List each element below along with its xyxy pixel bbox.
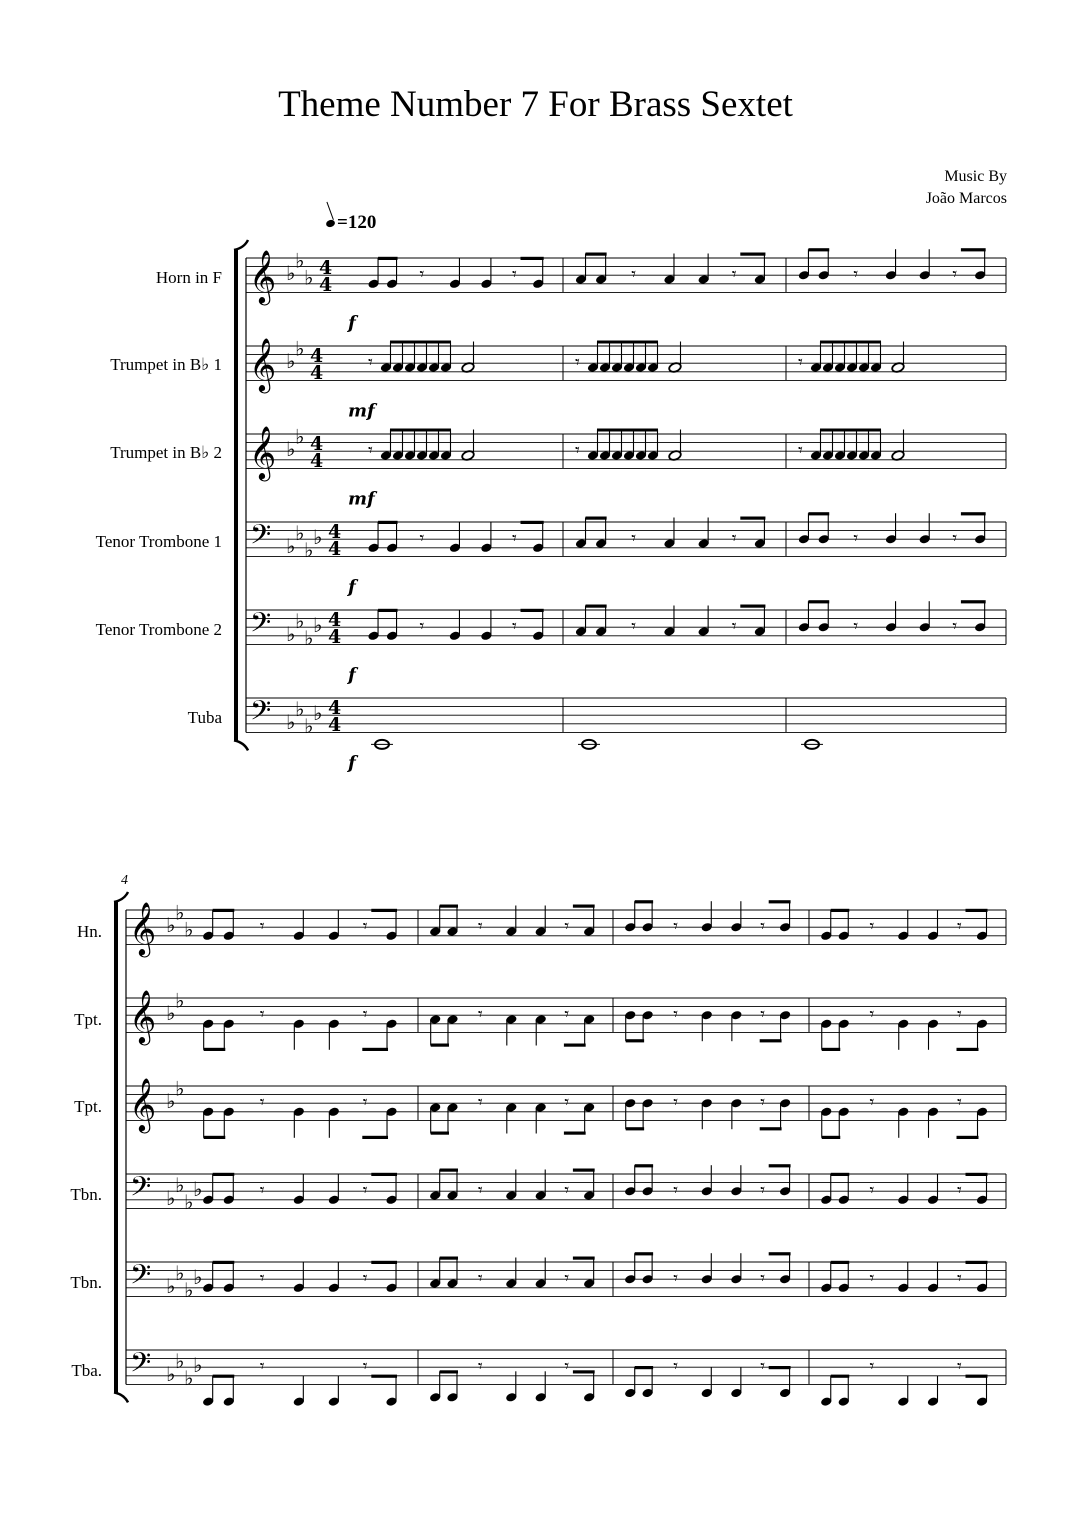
flat-icon: ♭	[193, 1177, 203, 1202]
eighth-rest-icon: 𝄾	[798, 440, 803, 461]
instrument-abbrev: Tbn.	[70, 1185, 102, 1204]
flat-icon: ♭	[166, 1089, 176, 1114]
time-signature-denominator: 4	[310, 450, 324, 472]
eighth-rest-icon: 𝄾	[368, 352, 373, 373]
note-beam	[586, 253, 607, 256]
flat-icon: ♭	[166, 1001, 176, 1026]
eighth-rest-icon: 𝄾	[564, 916, 570, 937]
eighth-rest-icon: 𝄾	[362, 1180, 368, 1201]
eighth-rest-icon: 𝄾	[952, 264, 958, 285]
note-beam	[635, 1252, 653, 1255]
note-beam	[586, 517, 607, 520]
eighth-rest-icon: 𝄾	[512, 528, 517, 549]
note-beam	[966, 1375, 988, 1378]
instrument-name: Tenor Trombone 2	[95, 620, 222, 639]
flat-icon: ♭	[295, 424, 305, 449]
eighth-rest-icon: 𝄾	[575, 440, 580, 461]
note-beam	[961, 600, 986, 603]
eighth-rest-icon: 𝄾	[564, 1356, 570, 1377]
note-beam	[440, 905, 458, 908]
flat-icon: ♭	[304, 626, 314, 651]
treble-clef-icon: 𝄞	[129, 901, 157, 955]
time-signature-denominator: 4	[310, 362, 324, 384]
flat-icon: ♭	[175, 900, 185, 925]
flat-icon: ♭	[295, 520, 305, 545]
eighth-rest-icon: 𝄾	[673, 1180, 678, 1201]
time-signature-denominator: 4	[328, 626, 342, 648]
eighth-rest-icon: 𝄾	[760, 1092, 765, 1113]
eighth-rest-icon: 𝄾	[362, 1092, 368, 1113]
instrument-name: Trumpet in B♭ 2	[110, 443, 222, 462]
dynamic-marking: mf	[348, 488, 375, 510]
note-beam	[808, 248, 829, 251]
note-beam	[831, 1261, 850, 1264]
eighth-rest-icon: 𝄾	[853, 528, 859, 549]
note-beam	[213, 1261, 235, 1264]
bracket-top-hook	[114, 892, 128, 902]
note-beam	[961, 248, 986, 251]
eighth-rest-icon: 𝄾	[259, 916, 265, 937]
eighth-rest-icon: 𝄾	[575, 352, 580, 373]
flat-icon: ♭	[313, 701, 323, 726]
flat-icon: ♭	[295, 696, 305, 721]
note-beam	[769, 1366, 791, 1369]
note-beam	[378, 609, 398, 612]
eighth-rest-icon: 𝄾	[869, 1356, 875, 1377]
eighth-rest-icon: 𝄾	[731, 264, 737, 285]
eighth-rest-icon: 𝄾	[798, 352, 803, 373]
note-beam	[822, 1136, 841, 1139]
note-beam	[378, 521, 398, 524]
note-beam	[966, 1173, 988, 1176]
dynamic-marking: f	[348, 752, 356, 774]
eighth-rest-icon: 𝄾	[869, 1268, 875, 1289]
note-beam	[213, 1173, 235, 1176]
note-beam	[521, 609, 544, 612]
note-beam	[760, 1127, 782, 1130]
note-beam	[597, 429, 658, 432]
flat-icon: ♭	[286, 709, 296, 734]
note-beam	[966, 1261, 988, 1264]
bracket-bottom-hook	[234, 740, 248, 750]
eighth-rest-icon: 𝄾	[362, 1268, 368, 1289]
eighth-rest-icon: 𝄾	[760, 916, 765, 937]
note-beam	[390, 341, 451, 344]
eighth-rest-icon: 𝄾	[957, 916, 962, 937]
eighth-rest-icon: 𝄾	[760, 1268, 765, 1289]
bass-clef-icon: 𝄢	[250, 606, 272, 645]
note-beam	[769, 1164, 791, 1167]
note-beam	[820, 429, 881, 432]
time-signature-numerator: 4	[319, 257, 333, 279]
flat-icon: ♭	[193, 1265, 203, 1290]
tempo-value: =120	[337, 212, 377, 233]
note-beam	[440, 1169, 458, 1172]
note-beam	[564, 1044, 586, 1047]
note-beam	[635, 1164, 653, 1167]
flat-icon: ♭	[286, 437, 296, 462]
note-beam	[371, 1261, 397, 1264]
dynamic-marking: f	[348, 664, 356, 686]
flat-icon: ♭	[175, 1348, 185, 1373]
treble-clef-icon: 𝄞	[249, 249, 277, 303]
eighth-rest-icon: 𝄾	[419, 264, 425, 285]
note-beam	[820, 341, 881, 344]
instrument-name: Tenor Trombone 1	[95, 532, 222, 551]
time-signature-numerator: 4	[328, 697, 342, 719]
eighth-rest-icon: 𝄾	[564, 1004, 570, 1025]
instrument-abbrev: Tpt.	[74, 1097, 102, 1116]
dynamic-marking: mf	[348, 400, 375, 422]
eighth-rest-icon: 𝄾	[564, 1180, 570, 1201]
flat-icon: ♭	[184, 1366, 194, 1391]
bass-clef-icon: 𝄢	[250, 694, 272, 733]
eighth-rest-icon: 𝄾	[477, 1356, 483, 1377]
eighth-rest-icon: 𝄾	[259, 1004, 265, 1025]
instrument-abbrev: Tpt.	[74, 1010, 102, 1029]
eighth-rest-icon: 𝄾	[853, 264, 859, 285]
flat-icon: ♭	[286, 261, 296, 286]
treble-clef-icon: 𝄞	[249, 337, 277, 391]
note-beam	[362, 1136, 388, 1139]
dynamic-marking: f	[348, 576, 356, 598]
note-beam	[573, 1169, 595, 1172]
time-signature-numerator: 4	[328, 609, 342, 631]
note-beam	[573, 905, 595, 908]
eighth-rest-icon: 𝄾	[259, 1092, 265, 1113]
bass-clef-icon: 𝄢	[130, 1346, 152, 1385]
flat-icon: ♭	[166, 1361, 176, 1386]
eighth-rest-icon: 𝄾	[477, 916, 483, 937]
note-beam	[822, 1048, 841, 1051]
instrument-abbrev: Tbn.	[70, 1273, 102, 1292]
eighth-rest-icon: 𝄾	[952, 616, 958, 637]
eighth-rest-icon: 𝄾	[477, 1268, 483, 1289]
note-beam	[740, 605, 765, 608]
eighth-rest-icon: 𝄾	[869, 1004, 875, 1025]
flat-icon: ♭	[295, 336, 305, 361]
eighth-rest-icon: 𝄾	[957, 1092, 962, 1113]
eighth-rest-icon: 𝄾	[957, 1268, 962, 1289]
eighth-rest-icon: 𝄾	[564, 1268, 570, 1289]
eighth-rest-icon: 𝄾	[760, 1004, 765, 1025]
note-beam	[586, 605, 607, 608]
note-beam	[740, 253, 765, 256]
note-beam	[431, 1044, 449, 1047]
eighth-rest-icon: 𝄾	[419, 528, 425, 549]
note-beam	[390, 429, 451, 432]
flat-icon: ♭	[175, 988, 185, 1013]
time-signature-denominator: 4	[328, 538, 342, 560]
flat-icon: ♭	[304, 265, 314, 290]
eighth-rest-icon: 𝄾	[362, 916, 368, 937]
eighth-rest-icon: 𝄾	[564, 1092, 570, 1113]
score-title: Theme Number 7 For Brass Sextet	[278, 84, 793, 125]
eighth-rest-icon: 𝄾	[512, 264, 517, 285]
note-beam	[378, 257, 398, 260]
note-beam	[635, 900, 653, 903]
eighth-rest-icon: 𝄾	[957, 1180, 962, 1201]
flat-icon: ♭	[304, 714, 314, 739]
note-beam	[740, 517, 765, 520]
flat-icon: ♭	[175, 1260, 185, 1285]
note-beam	[213, 1375, 235, 1378]
eighth-rest-icon: 𝄾	[673, 916, 678, 937]
bracket-bottom-hook	[114, 1392, 128, 1402]
eighth-rest-icon: 𝄾	[512, 616, 517, 637]
instrument-abbrev: Tba.	[71, 1361, 102, 1380]
bass-clef-icon: 𝄢	[250, 518, 272, 557]
eighth-rest-icon: 𝄾	[957, 1004, 962, 1025]
flat-icon: ♭	[286, 621, 296, 646]
note-beam	[521, 521, 544, 524]
dynamic-marking: f	[348, 312, 356, 334]
flat-icon: ♭	[295, 608, 305, 633]
time-signature-numerator: 4	[310, 433, 324, 455]
eighth-rest-icon: 𝄾	[731, 616, 737, 637]
flat-icon: ♭	[193, 1353, 203, 1378]
eighth-rest-icon: 𝄾	[368, 440, 373, 461]
note-beam	[808, 600, 829, 603]
eighth-rest-icon: 𝄾	[673, 1356, 678, 1377]
note-beam	[573, 1370, 595, 1373]
eighth-rest-icon: 𝄾	[259, 1356, 265, 1377]
flat-icon: ♭	[184, 1278, 194, 1303]
note-beam	[966, 909, 988, 912]
flat-icon: ♭	[313, 613, 323, 638]
instrument-abbrev: Hn.	[76, 922, 102, 941]
bass-clef-icon: 𝄢	[130, 1170, 152, 1209]
note-beam	[635, 1366, 653, 1369]
note-beam	[521, 257, 544, 260]
eighth-rest-icon: 𝄾	[673, 1004, 678, 1025]
note-beam	[626, 1039, 644, 1042]
eighth-rest-icon: 𝄾	[869, 1180, 875, 1201]
time-signature-denominator: 4	[319, 274, 333, 296]
treble-clef-icon: 𝄞	[249, 425, 277, 479]
eighth-rest-icon: 𝄾	[477, 1004, 483, 1025]
note-beam	[213, 909, 235, 912]
flat-icon: ♭	[184, 1190, 194, 1215]
treble-clef-icon: 𝄞	[129, 989, 157, 1043]
eighth-rest-icon: 𝄾	[952, 528, 958, 549]
composer-name: João Marcos	[925, 190, 1007, 207]
time-signature-numerator: 4	[328, 521, 342, 543]
instrument-name: Horn in F	[155, 268, 222, 287]
eighth-rest-icon: 𝄾	[362, 1004, 368, 1025]
note-beam	[961, 512, 986, 515]
eighth-rest-icon: 𝄾	[869, 916, 875, 937]
treble-clef-icon: 𝄞	[129, 1077, 157, 1131]
bass-clef-icon: 𝄢	[130, 1258, 152, 1297]
system-bracket	[114, 902, 118, 1392]
note-beam	[957, 1048, 979, 1051]
flat-icon: ♭	[295, 248, 305, 273]
flat-icon: ♭	[175, 1076, 185, 1101]
flat-icon: ♭	[304, 538, 314, 563]
note-beam	[371, 1375, 397, 1378]
note-beam	[957, 1136, 979, 1139]
eighth-rest-icon: 𝄾	[869, 1092, 875, 1113]
note-beam	[769, 900, 791, 903]
eighth-rest-icon: 𝄾	[853, 616, 859, 637]
eighth-rest-icon: 𝄾	[760, 1180, 765, 1201]
eighth-rest-icon: 𝄾	[259, 1180, 265, 1201]
note-beam	[626, 1127, 644, 1130]
bracket-top-hook	[234, 240, 248, 250]
eighth-rest-icon: 𝄾	[673, 1268, 678, 1289]
note-beam	[431, 1132, 449, 1135]
eighth-rest-icon: 𝄾	[631, 616, 637, 637]
flat-icon: ♭	[313, 525, 323, 550]
note-beam	[831, 1375, 850, 1378]
eighth-rest-icon: 𝄾	[477, 1180, 483, 1201]
eighth-rest-icon: 𝄾	[631, 264, 637, 285]
note-beam	[371, 909, 397, 912]
eighth-rest-icon: 𝄾	[731, 528, 737, 549]
note-beam	[831, 909, 850, 912]
note-beam	[204, 1136, 226, 1139]
flat-icon: ♭	[175, 1172, 185, 1197]
composer-label: Music By	[944, 168, 1007, 185]
note-beam	[573, 1257, 595, 1260]
note-beam	[371, 1173, 397, 1176]
note-beam	[564, 1132, 586, 1135]
measure-number: 4	[121, 873, 128, 888]
instrument-name: Tuba	[187, 708, 222, 727]
system-bracket	[234, 250, 238, 740]
eighth-rest-icon: 𝄾	[957, 1356, 962, 1377]
eighth-rest-icon: 𝄾	[760, 1356, 765, 1377]
note-beam	[440, 1257, 458, 1260]
eighth-rest-icon: 𝄾	[631, 528, 637, 549]
note-beam	[204, 1048, 226, 1051]
note-beam	[597, 341, 658, 344]
eighth-rest-icon: 𝄾	[419, 616, 425, 637]
eighth-rest-icon: 𝄾	[477, 1092, 483, 1113]
instrument-name: Trumpet in B♭ 1	[110, 355, 222, 374]
flat-icon: ♭	[166, 1273, 176, 1298]
note-beam	[769, 1252, 791, 1255]
flat-icon: ♭	[166, 1185, 176, 1210]
flat-icon: ♭	[286, 349, 296, 374]
flat-icon: ♭	[286, 533, 296, 558]
eighth-rest-icon: 𝄾	[362, 1356, 368, 1377]
note-beam	[808, 512, 829, 515]
eighth-rest-icon: 𝄾	[259, 1268, 265, 1289]
note-beam	[362, 1048, 388, 1051]
time-signature-denominator: 4	[328, 714, 342, 736]
note-beam	[760, 1039, 782, 1042]
flat-icon: ♭	[184, 917, 194, 942]
eighth-rest-icon: 𝄾	[673, 1092, 678, 1113]
time-signature-numerator: 4	[310, 345, 324, 367]
flat-icon: ♭	[166, 913, 176, 938]
note-beam	[831, 1173, 850, 1176]
note-beam	[440, 1370, 458, 1373]
